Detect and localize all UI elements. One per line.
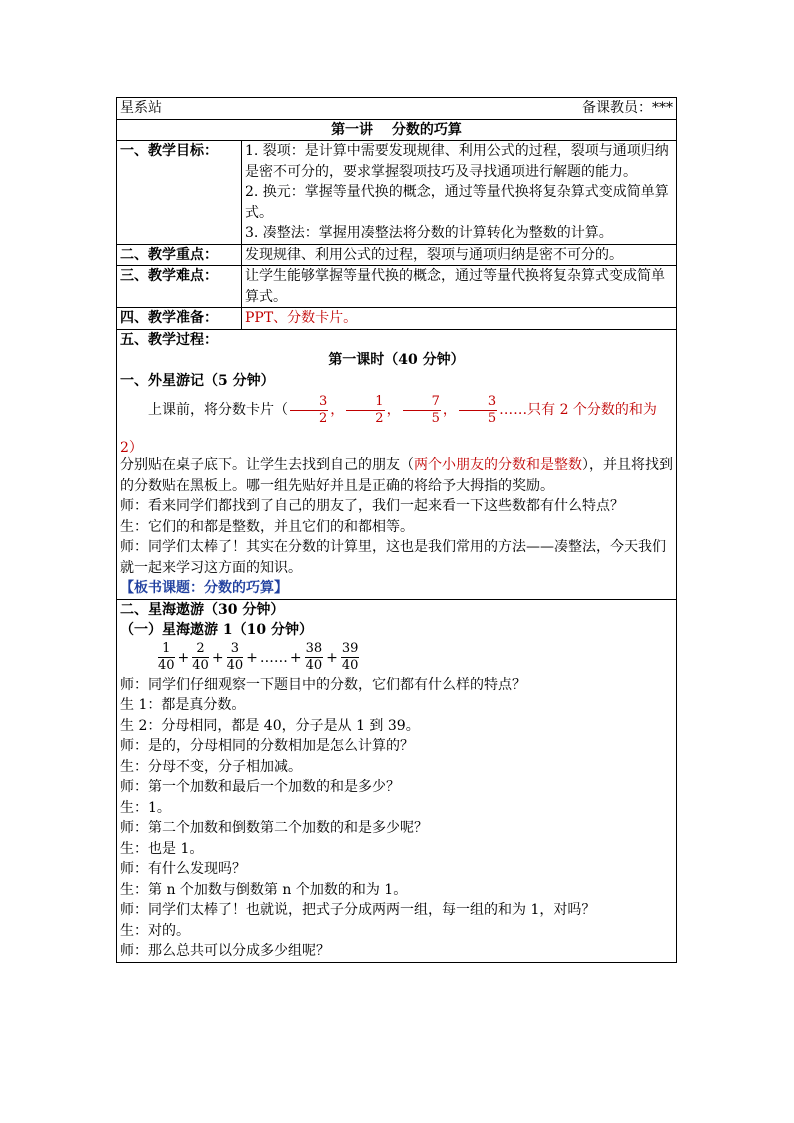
- fraction-numerator: 3: [290, 394, 328, 411]
- dialog-line: 生：对的。: [120, 922, 190, 939]
- dialog-line: 师：第二个加数和倒数第二个加数的和是多少呢？: [120, 820, 428, 836]
- sub1-title: （一）星海遨游 1（10 分钟）: [120, 622, 313, 638]
- fraction-numerator: 3: [459, 394, 497, 411]
- card-instruction: 分别贴在桌子底下。让学生去找到自己的朋友（: [120, 457, 414, 473]
- process-heading: 五、教学过程：: [120, 331, 218, 348]
- card-note: ……只有 2 个分数的和为 2）: [120, 402, 657, 456]
- process-row-2: [117, 599, 677, 962]
- goals-row: [117, 141, 677, 245]
- fraction-numerator: 3: [227, 641, 244, 658]
- difficult-row: [117, 266, 677, 308]
- teacher-name: 备课教员：***: [582, 100, 673, 116]
- difficult-content: 让学生能够掌握等量代换的概念，通过等量代换将复杂算式变成简单算式。: [242, 266, 677, 308]
- prep-content: PPT、分数卡片。: [242, 308, 677, 330]
- fraction-denominator: 2: [319, 410, 328, 426]
- plus-sign: +: [211, 649, 224, 666]
- dialog-line: 师：那么总共可以分成多少组呢？: [120, 943, 330, 959]
- plus-sign: +: [246, 649, 258, 666]
- key-label: 二、教学重点：: [117, 244, 242, 266]
- dialog-line: 师：是的，分母相同的分数相加是怎么计算的？: [120, 738, 414, 754]
- card-rule: 两个小朋友的分数和是整数: [414, 457, 582, 473]
- card-fraction: [290, 394, 328, 427]
- dialog-line: 师：同学们太棒了！也就说，把式子分成两两一组，每一组的和为 1，对吗？: [120, 902, 596, 918]
- process-row-1: [117, 329, 677, 599]
- fraction-denominator: 2: [375, 410, 384, 426]
- ellipsis: ……: [259, 649, 288, 666]
- goals-label: 一、教学目标：: [117, 141, 242, 245]
- process-section-1: [117, 329, 677, 599]
- dialog-line: 生 1：都是真分数。: [120, 697, 246, 713]
- sum-expression: [120, 641, 673, 675]
- plus-sign: +: [177, 649, 190, 666]
- fraction-numerator: 1: [346, 394, 384, 411]
- lesson-period: 第一课时（40 分钟）: [328, 352, 465, 368]
- dialog-line: 生：也是 1。: [120, 840, 204, 857]
- prep-row: [117, 308, 677, 330]
- title-row: [117, 119, 677, 141]
- dialog-line: 师：第一个加数和最后一个加数的和是多少？: [120, 779, 400, 795]
- expr-fraction: [227, 641, 244, 674]
- fraction-numerator: 2: [192, 641, 209, 658]
- dialog-line: 师：有什么发现吗？: [120, 861, 246, 877]
- fraction-denominator: 40: [341, 658, 359, 673]
- expr-fraction: [158, 641, 175, 674]
- lesson-plan-page: [116, 97, 676, 963]
- expr-fraction: [305, 641, 324, 674]
- dialog-line: 生：分母不变，分子相加减。: [120, 758, 302, 775]
- card-fraction: [403, 394, 441, 427]
- fraction-denominator: 40: [305, 658, 323, 673]
- fraction-numerator: 7: [403, 394, 441, 411]
- fraction-numerator: 38: [305, 641, 323, 656]
- dialog-line: 师：同学们仔细观察一下题目中的分数，它们都有什么样的特点？: [120, 676, 526, 693]
- card-fraction: [459, 394, 497, 427]
- expr-fraction: [341, 641, 360, 674]
- board-topic: 【板书课题：分数的巧算】: [120, 580, 288, 596]
- plus-sign: +: [326, 649, 338, 666]
- goal-item: 3. 凑整法：掌握用凑整法将分数的计算转化为整数的计算。: [245, 225, 613, 241]
- fraction-numerator: 39: [341, 641, 359, 656]
- fraction-denominator: 40: [192, 658, 209, 673]
- lesson-plan-table: [116, 97, 677, 963]
- card-intro: 上课前，将分数卡片（: [148, 402, 288, 418]
- card-fraction: [346, 394, 384, 427]
- difficult-label: 三、教学难点：: [117, 266, 242, 308]
- dialog-line: 师：同学们太棒了！其实在分数的计算里，这也是我们常用的方法——凑整法，今天我们就一起来学习这方面的知识。: [120, 539, 666, 576]
- part1-title: 一、外星游记（5 分钟）: [120, 372, 275, 389]
- lesson-title: 第一讲 分数的巧算: [117, 119, 677, 141]
- goal-item: 1. 裂项：是计算中需要发现规律、利用公式的过程，裂项与通项归纳是密不可分的，要求掌握裂项技巧及寻找通项进行解题的能力。: [245, 143, 669, 180]
- dialog-line: 生 2：分母相同，都是 40，分子是从 1 到 39。: [120, 717, 420, 734]
- fraction-numerator: 1: [158, 641, 175, 658]
- dialog-line: 生：第 n 个加数与倒数第 n 个加数的和为 1。: [120, 881, 408, 898]
- plus-sign: +: [289, 649, 302, 666]
- key-content: 发现规律、利用公式的过程，裂项与通项归纳是密不可分的。: [242, 244, 677, 266]
- process-section-2: [117, 599, 677, 962]
- dialog-line: 生：1。: [120, 799, 171, 816]
- fraction-denominator: 5: [487, 410, 497, 426]
- card-paragraph-cont: [120, 455, 673, 496]
- dialog-line: 师：看来同学们都找到了自己的朋友了，我们一起来看一下这些数都有什么特点？: [120, 498, 624, 514]
- card-fractions: $\frac{3}{2}$ ， $\frac{1}{2}$ ， $\frac{7}{5}$ ， $\frac{3}{5}$ ……只有 2 个分数的和为 2）: [120, 393, 657, 456]
- dialog-line: 生：它们的和都是整数，并且它们的和都相等。: [120, 518, 414, 535]
- header-row: [117, 98, 677, 120]
- goal-item: 2. 换元：掌握等量代换的概念，通过等量代换将复杂算式变成简单算式。: [245, 184, 669, 221]
- station-name: 星系站: [120, 100, 162, 116]
- part2-title: 二、星海遨游（30 分钟）: [120, 601, 285, 618]
- fraction-denominator: 40: [226, 658, 244, 673]
- card-reward: ），并且将找到的分数贴在黑板上。哪一组先贴好并且是正确的将给予大拇指的奖励。: [120, 457, 673, 494]
- fraction-denominator: 5: [431, 410, 440, 426]
- expr-fraction: [192, 641, 209, 674]
- goals-content: [242, 141, 677, 245]
- key-row: [117, 244, 677, 266]
- fraction-denominator: 40: [158, 658, 175, 673]
- prep-label: 四、教学准备：: [117, 308, 242, 330]
